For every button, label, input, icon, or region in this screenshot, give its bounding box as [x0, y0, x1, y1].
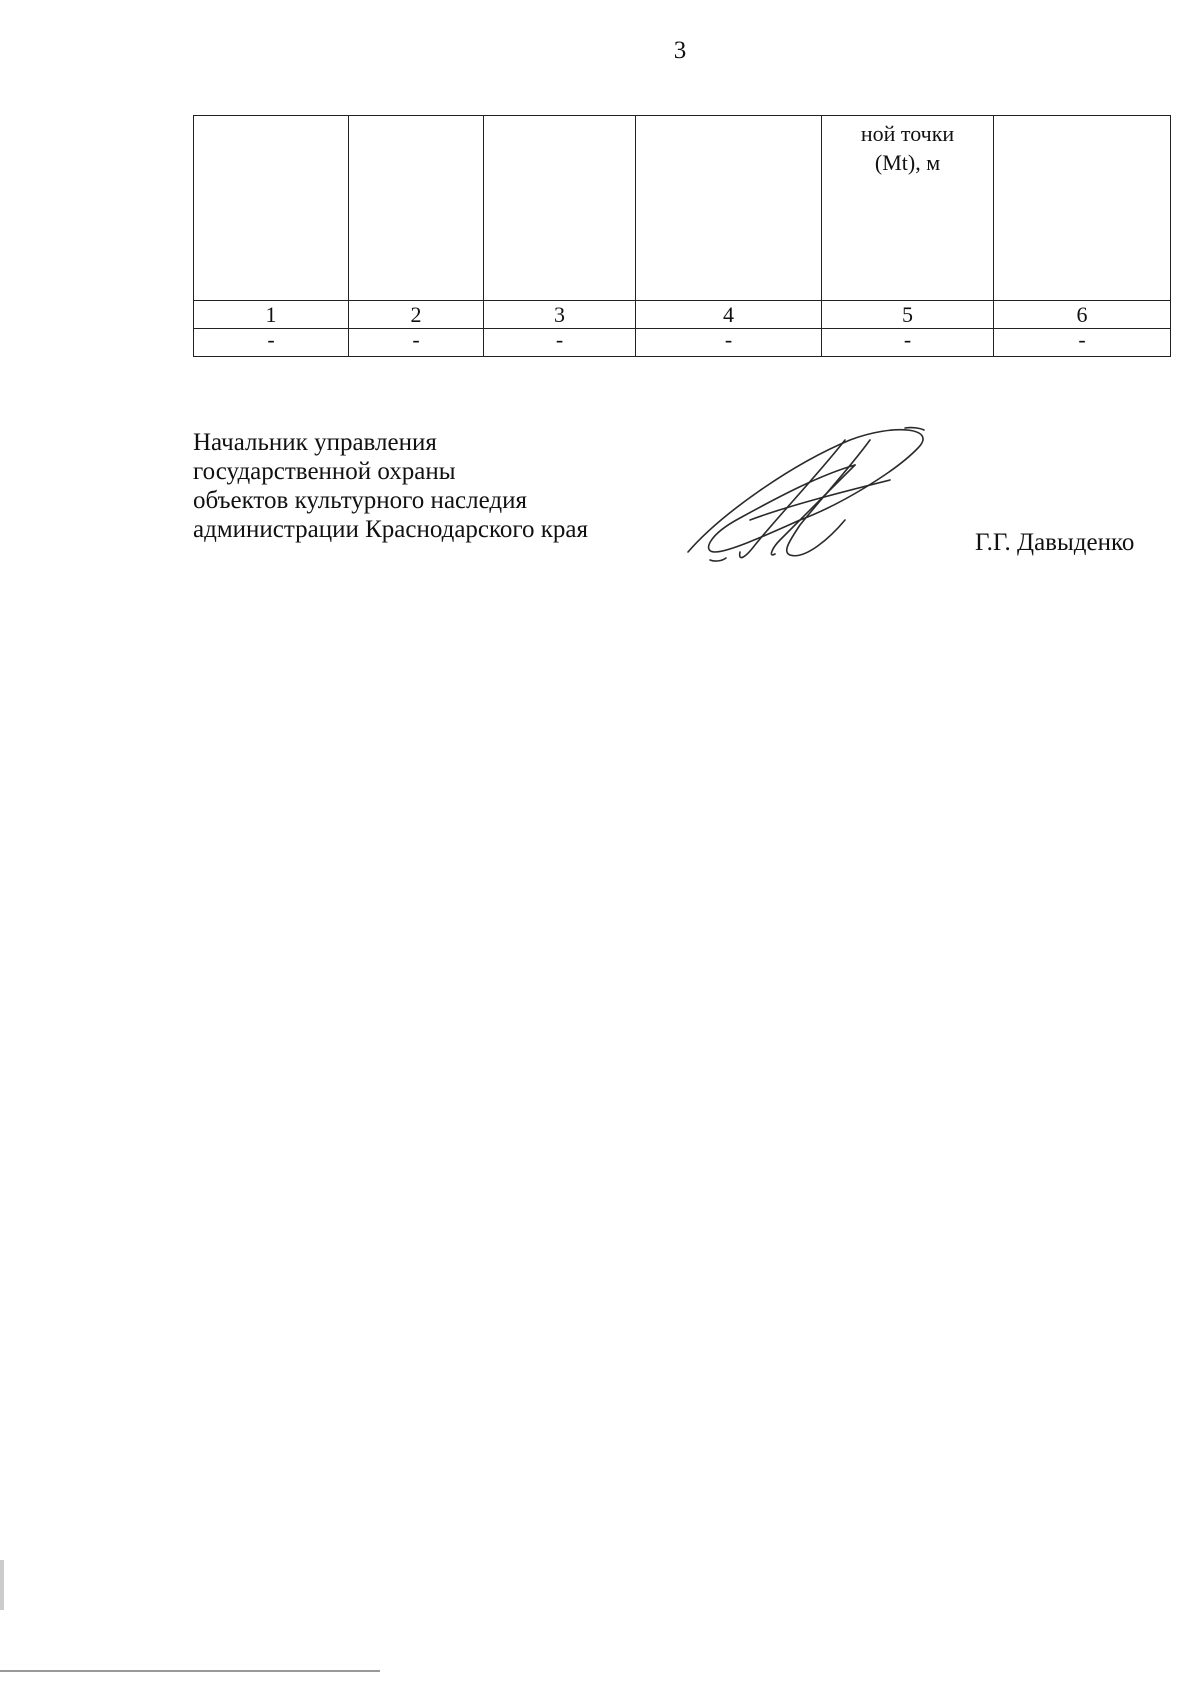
header-cell-6 [994, 116, 1171, 301]
column-number: 5 [822, 301, 994, 329]
page-number-text: 3 [673, 37, 687, 64]
signer-position-line: государственной охраны [193, 458, 456, 485]
header-cell-5 [822, 116, 994, 301]
table-cell: - [822, 329, 994, 357]
header-cell-1 [194, 116, 349, 301]
page-number [0, 38, 1200, 63]
header-cell-5-line-2: (Mt), м [874, 150, 941, 175]
column-number: 1 [194, 301, 349, 329]
table-cell: - [994, 329, 1171, 357]
column-number: 2 [349, 301, 484, 329]
handwritten-signature-icon [680, 420, 960, 580]
header-cell-5-line-1: ной точки [860, 121, 955, 146]
signer-position-line: объектов культурного наследия [193, 487, 527, 514]
signer-position [193, 428, 588, 544]
table-cell: - [484, 329, 636, 357]
signer-position-line: Начальник управления [193, 429, 437, 456]
header-cell-3 [484, 116, 636, 301]
table-cell: - [636, 329, 822, 357]
column-number: 6 [994, 301, 1171, 329]
table-cell: - [349, 329, 484, 357]
scan-bottom-rule [0, 1670, 380, 1672]
column-number-row [194, 301, 1171, 329]
coordinates-table [193, 115, 1171, 357]
table-cell: - [194, 329, 349, 357]
table-row [194, 329, 1171, 357]
signer-name: Г.Г. Давыденко [975, 529, 1135, 556]
column-number: 3 [484, 301, 636, 329]
column-number: 4 [636, 301, 822, 329]
table-header-row [194, 116, 1171, 301]
header-cell-4 [636, 116, 822, 301]
header-cell-2 [349, 116, 484, 301]
scan-edge-mark [0, 1560, 4, 1610]
signer-position-line: администрации Краснодарского края [193, 516, 589, 543]
